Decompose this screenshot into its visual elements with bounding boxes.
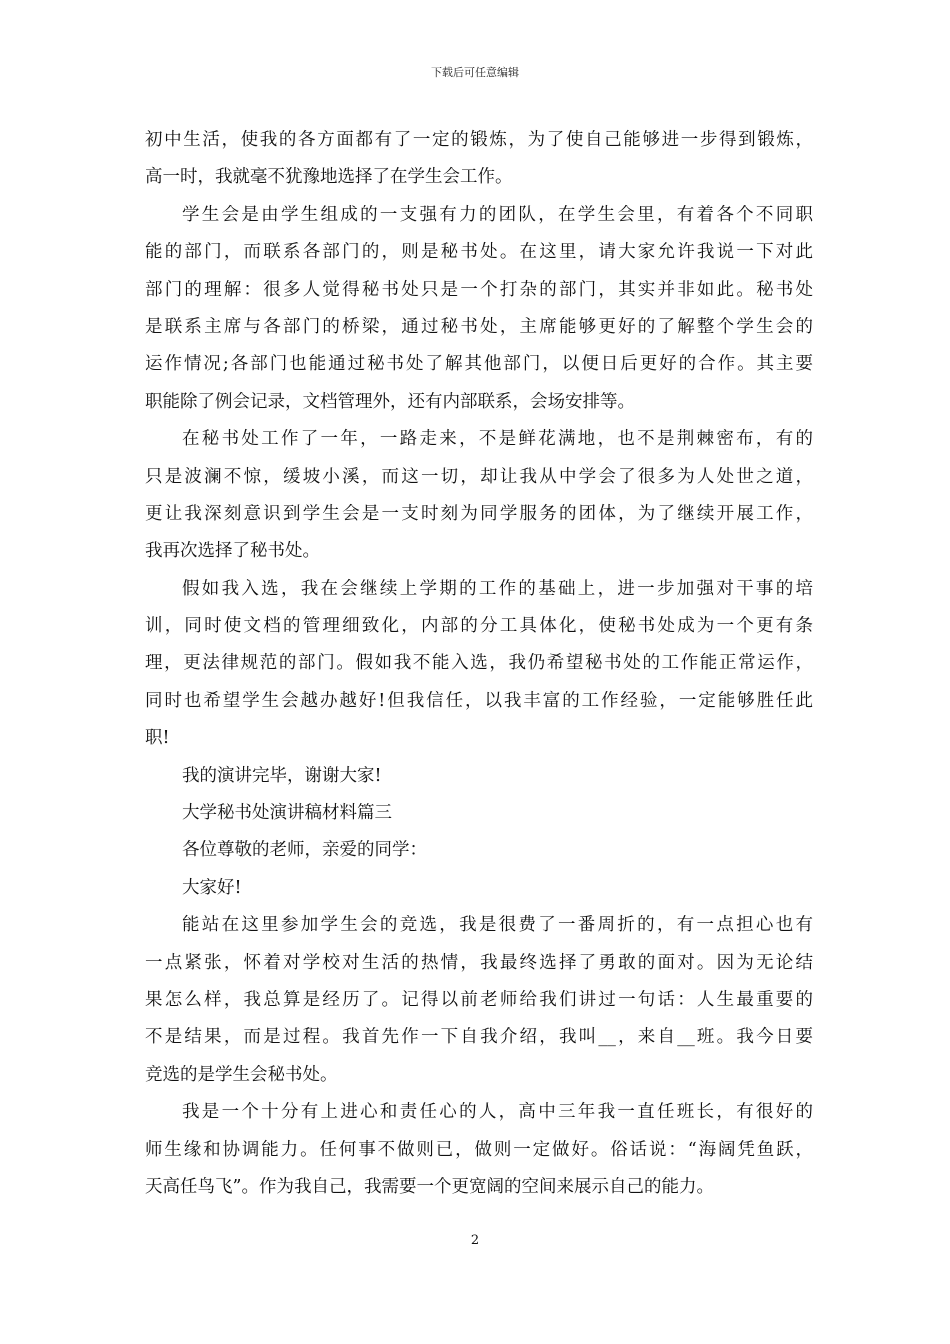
text-line: 假如我入选，我在会继续上学期的工作的基础上，进一步加强对干事的培 <box>182 578 813 599</box>
text-line: 训，同时使文档的管理细致化，内部的分工具体化，使秘书处成为一个更有条 <box>145 616 813 637</box>
text-line: 我的演讲完毕，谢谢大家! <box>182 765 382 786</box>
text-line: 大家好! <box>182 877 242 898</box>
text-line: 职! <box>145 728 170 749</box>
text-line: 天高任鸟飞”。作为我自己，我需要一个更宽阔的空间来展示自己的能力。 <box>145 1176 714 1197</box>
page-number: 2 <box>470 1233 480 1248</box>
text-line: 能站在这里参加学生会的竞选，我是很费了一番周折的，有一点担心也有 <box>182 915 813 936</box>
text-line: 果怎么样，我总算是经历了。记得以前老师给我们讲过一句话：人生最重要的 <box>145 989 813 1010</box>
text-line: 理，更法律规范的部门。假如我不能入选，我仍希望秘书处的工作能正常运作， <box>145 653 813 674</box>
text-line: 大学秘书处演讲稿材料篇三 <box>182 803 392 824</box>
text-line: 师生缘和协调能力。任何事不做则已，做则一定做好。俗话说：“海阔凭鱼跃， <box>145 1139 813 1160</box>
text-line: 运作情况;各部门也能通过秘书处了解其他部门，以便日后更好的合作。其主要 <box>145 354 813 375</box>
text-line: 我再次选择了秘书处。 <box>145 541 320 562</box>
page-header: 下载后可任意编辑 <box>431 66 519 79</box>
text-line: 各位尊敬的老师，亲爱的同学： <box>182 840 427 861</box>
text-line: 初中生活，使我的各方面都有了一定的锻炼，为了使自己能够进一步得到锻炼， <box>145 130 813 150</box>
text-line: 能的部门，而联系各部门的，则是秘书处。在这里，请大家允许我说一下对此 <box>145 242 813 263</box>
text-line: 不是结果，而是过程。我首先作一下自我介绍，我叫__，来自__班。我今日要 <box>145 1027 813 1048</box>
text-line: 同时也希望学生会越办越好!但我信任，以我丰富的工作经验，一定能够胜任此 <box>145 690 813 711</box>
text-line: 学生会是由学生组成的一支强有力的团队，在学生会里，有着各个不同职 <box>182 204 813 225</box>
text-line: 一点紧张，怀着对学校对生活的热情，我最终选择了勇敢的面对。因为无论结 <box>145 952 813 973</box>
text-line: 在秘书处工作了一年，一路走来，不是鲜花满地，也不是荆棘密布，有的 <box>182 429 813 450</box>
text-line: 是联系主席与各部门的桥梁，通过秘书处，主席能够更好的了解整个学生会的 <box>145 316 813 337</box>
document-body <box>145 122 813 1206</box>
text-line: 职能除了例会记录，文档管理外，还有内部联系，会场安排等。 <box>145 391 635 412</box>
text-line: 更让我深刻意识到学生会是一支时刻为同学服务的团体，为了继续开展工作， <box>145 503 813 524</box>
text-line: 高一时，我就毫不犹豫地选择了在学生会工作。 <box>145 167 513 188</box>
text-line: 我是一个十分有上进心和责任心的人，高中三年我一直任班长，有很好的 <box>182 1102 813 1123</box>
text-line: 竞选的是学生会秘书处。 <box>145 1064 338 1085</box>
text-line: 部门的理解：很多人觉得秘书处只是一个打杂的部门，其实并非如此。秘书处 <box>145 279 813 300</box>
text-line: 只是波澜不惊，缓坡小溪，而这一切，却让我从中学会了很多为人处世之道， <box>145 466 813 487</box>
